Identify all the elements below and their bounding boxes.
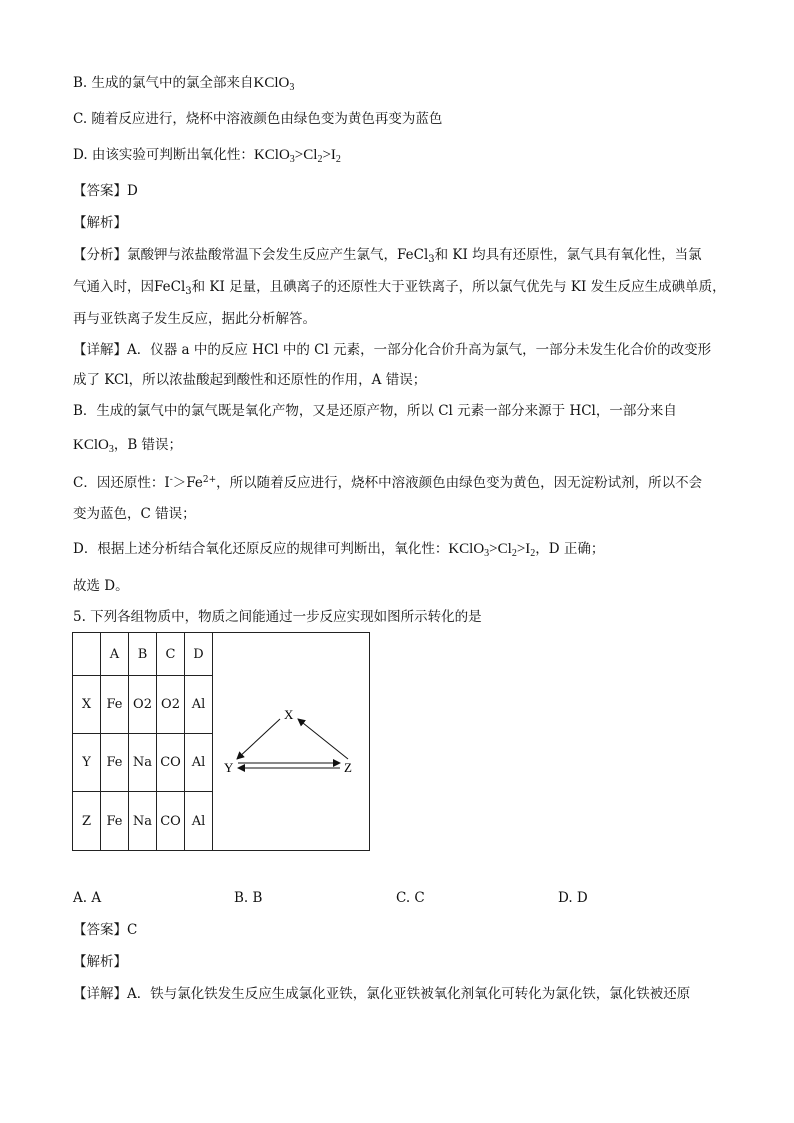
formula-sub: 3 (484, 548, 490, 559)
q4-analysis-tag: 【解析】 (73, 215, 127, 231)
formula-sub: 2 (335, 154, 341, 165)
formula-sup: - (169, 475, 173, 485)
q4-answer (73, 181, 138, 201)
fenxi-tag: 【分析】 (73, 247, 127, 263)
q4-detail-a-line-1 (73, 340, 711, 360)
formula-text: I (330, 147, 336, 163)
detail-text: C．因还原性： (73, 475, 165, 491)
table-header-cell: D (185, 633, 213, 676)
arrow-x-to-y (237, 719, 280, 759)
table-cell: Z (73, 792, 101, 851)
detail-text: ，B 错误； (113, 437, 183, 453)
table-cell: Y (73, 734, 101, 792)
formula-text: Cl (303, 147, 318, 163)
formula-sub: 3 (289, 154, 295, 165)
q4-detail-a-line-2: 成了 KCl，所以浓盐酸起到酸性和还原性的作用，A 错误； (73, 372, 427, 388)
table-cell: Fe (101, 676, 129, 734)
arrow-z-to-x (298, 719, 348, 759)
formula-oxidation-order (448, 541, 535, 557)
q4-detail-d (73, 539, 604, 559)
table-cell: O2 (129, 676, 157, 734)
q4-detail-c-line-1 (73, 473, 702, 493)
node-z: Z (344, 760, 352, 775)
table-header-cell: B (129, 633, 157, 676)
formula-text: KClO (253, 75, 290, 91)
table-cell: X (73, 676, 101, 734)
formula-text: FeCl (397, 247, 429, 263)
table-header-cell: C (157, 633, 185, 676)
formula-text: KClO (73, 437, 109, 453)
formula-text: I (164, 475, 170, 491)
table-cell: Fe (101, 792, 129, 851)
formula-fecl3 (154, 279, 192, 295)
formula-sub: 2 (511, 548, 517, 559)
fenxi-text: 和 KI 足量，且碘离子的还原性大于亚铁离子，所以氯气优先与 KI 发生反应生成碘单质， (191, 279, 726, 295)
formula-gt: > (294, 147, 304, 163)
q4-detail-b-line-1: B．生成的氯气中的氯气既是氧化产物，又是还原产物，所以 Cl 元素一部分来源于 HCl，一部分来自 (73, 403, 677, 419)
table-row (73, 734, 213, 792)
table-header-cell: A (101, 633, 129, 676)
q4-fenxi-line-3: 再与亚铁离子发生反应，据此分析解答。 (73, 311, 316, 327)
fenxi-text: 和 KI 均具有还原性，氯气具有氧化性，当氯 (434, 247, 702, 263)
detail-tag: 【详解】 (73, 342, 127, 358)
q5-options-table (72, 632, 213, 851)
table-header-row (73, 633, 213, 676)
table-cell: CO (157, 792, 185, 851)
answer-value: C (127, 922, 138, 938)
formula-text: Fe (186, 475, 203, 491)
answer-value: D (127, 183, 138, 199)
answer-tag: 【答案】 (73, 183, 127, 199)
detail-text: A．铁与氯化铁发生反应生成氯化亚铁，氯化亚铁被氧化剂氧化可转化为氯化铁，氯化铁被还原 (127, 986, 691, 1002)
formula-sub: 3 (108, 444, 114, 455)
transformation-diagram (212, 632, 370, 851)
node-y: Y (224, 760, 234, 775)
q4-detail-b-line-2 (73, 435, 182, 455)
q5-option-b: B. B (234, 890, 263, 906)
formula-text: Cl (497, 541, 512, 557)
table-cell: O2 (157, 676, 185, 734)
q4-fenxi-line-2 (73, 277, 726, 297)
formula-sub: 2 (530, 548, 536, 559)
diagram-svg (212, 633, 370, 852)
q4-fenxi-line-1 (73, 245, 702, 265)
formula-text: KClO (253, 147, 290, 163)
formula-fecl3 (397, 247, 435, 263)
fenxi-text: 氯酸钾与浓盐酸常温下会发生反应产生氯气， (127, 247, 397, 263)
formula-sub: 2 (317, 154, 323, 165)
table-cell: Al (185, 676, 213, 734)
table-cell: Na (129, 734, 157, 792)
table-cell: Al (185, 734, 213, 792)
formula-gt: ＞ (172, 475, 187, 491)
formula-gt: > (322, 147, 331, 163)
q4-option-b (73, 73, 294, 93)
formula-kclo3 (73, 437, 114, 453)
formula-sub: 3 (185, 286, 192, 297)
q5-option-c: C. C (396, 890, 425, 906)
formula-gt: > (516, 541, 526, 557)
table-cell: CO (157, 734, 185, 792)
detail-text: D．根据上述分析结合氧化还原反应的规律可判断出，氧化性： (73, 541, 449, 557)
q5-detail-line-1 (73, 984, 690, 1004)
q5-option-d: D. D (558, 890, 588, 906)
table-cell: Fe (101, 734, 129, 792)
q5-analysis-tag: 【解析】 (73, 954, 127, 970)
formula-text: KClO (448, 541, 485, 557)
formula-gt: > (489, 541, 498, 557)
formula-sup: 2+ (202, 475, 217, 485)
q4-conclusion: 故选 D。 (73, 578, 129, 594)
formula-reducing-order (164, 475, 216, 491)
q4-option-d-text: D. 由该实验可判断出氧化性： (73, 147, 254, 163)
q4-option-b-text: B. 生成的氯气中的氯全部来自 (73, 75, 254, 91)
table-cell: Al (185, 792, 213, 851)
detail-text: A．仪器 a 中的反应 HCl 中的 Cl 元素，一部分化合价升高为氯气，一部分未发生化合价的改变形 (127, 342, 712, 358)
detail-text: ，D 正确； (535, 541, 605, 557)
q5-stem: 5. 下列各组物质中，物质之间能通过一步反应实现如图所示转化的是 (73, 609, 482, 625)
formula-text: FeCl (154, 279, 186, 295)
q4-detail-c-line-2: 变为蓝色，C 错误； (73, 506, 196, 522)
q4-option-d (73, 145, 341, 165)
formula-text: I (525, 541, 531, 557)
table-cell: Na (129, 792, 157, 851)
fenxi-text: 气通入时，因 (73, 279, 154, 295)
formula-kclo3 (254, 75, 295, 91)
answer-tag: 【答案】 (73, 922, 127, 938)
table-header-cell (73, 633, 101, 676)
table-row (73, 676, 213, 734)
formula-sub: 3 (428, 254, 435, 265)
node-x: X (284, 707, 294, 722)
formula-oxidation-order (254, 147, 341, 163)
formula-sub: 3 (289, 82, 295, 93)
table-row (73, 792, 213, 851)
detail-text: ，所以随着反应进行，烧杯中溶液颜色由绿色变为黄色，因无淀粉试剂，所以不会 (216, 475, 703, 491)
detail-tag: 【详解】 (73, 986, 127, 1002)
q4-option-c: C. 随着反应进行，烧杯中溶液颜色由绿色变为黄色再变为蓝色 (73, 111, 443, 127)
q5-answer (73, 920, 137, 940)
q5-option-a: A. A (73, 890, 102, 906)
